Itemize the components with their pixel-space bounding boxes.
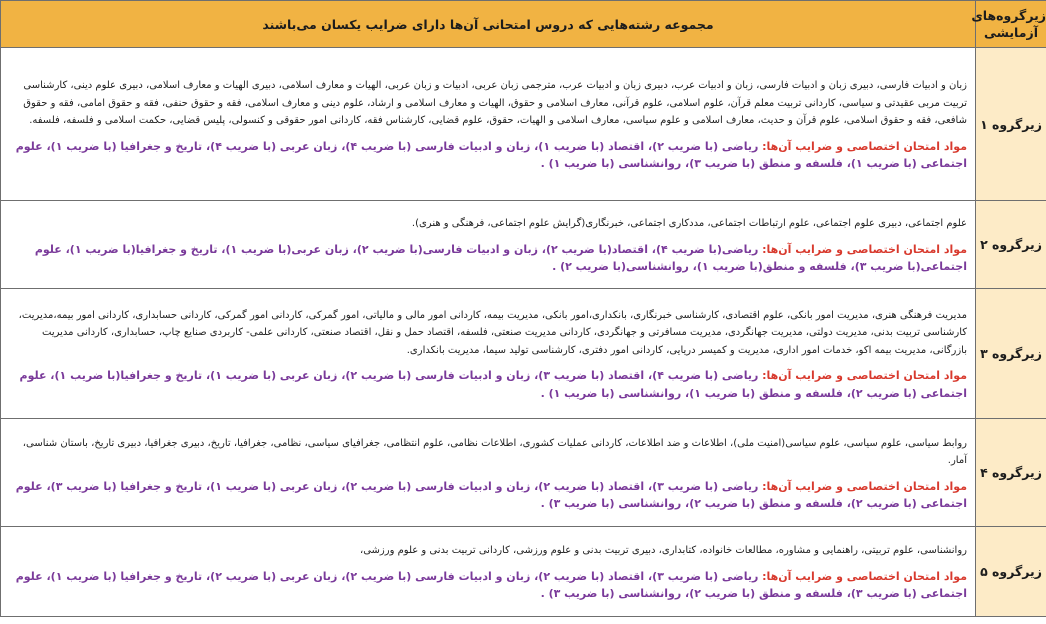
subgroup-label: زیرگروه ۱ bbox=[976, 48, 1046, 201]
exam-subjects bbox=[7, 367, 967, 402]
subgroup-label: زیرگروه ۲ bbox=[976, 201, 1046, 289]
header-subgroups: زیرگروه‌های آزمایشی bbox=[976, 1, 1046, 48]
table-row bbox=[1, 201, 1046, 289]
exam-subjects-text: ریاضی (با ضریب ۴)، اقتصاد (با ضریب ۳)، زبان و ادبیات فارسی (با ضریب ۲)، زبان عربی (با ضریب ۱)، تاریخ و جغرافیا(با ضریب ۱)، علوم اجتماعی (با ضریب ۲)، فلسفه و منطق (با ضریب ۱)، روانشناسی (با ضریب ۱) . bbox=[19, 369, 967, 400]
fields-list: روانشناسی، علوم تربیتی، راهنمایی و مشاوره، مطالعات خانواده، کتابداری، دبیری تربیت بدنی و علوم ورزشی، کاردانی تربیت بدنی و علوم ورزشی، bbox=[359, 545, 967, 557]
table-row bbox=[1, 419, 1046, 527]
fields-list: مدیریت فرهنگی هنری، مدیریت امور بانکی، علوم اقتصادی، کارشناسی خبرنگاری، بانکداری،امور بانکی، مدیریت بیمه، کاردانی امور مالی و مالیاتی، امور گمرکی، کاردانی امور گمرکی، کاردانی حسابداری، کاردانی امور بیمه،مدیریت، کارشناسی تربیت بدنی، مدیریت دولتی، مدیریت جهانگردی، مدیریت مسافرتی و جهانگردی، کاردانی مدیریت صنعتی، فلسفه، اقتصاد حمل و نقل، اقتصاد صنعتی، کاردانی علمی- کاربردی صنایع چاپ، حسابداری، کاردانی مدیریت بازرگانی، مدیریت بیمه اکو، خدمات امور اداری، مدیریت و کمیسر دریایی، کاردانی امور دفتری، کارشناسی تولید سیما، مدیریت بانکداری. bbox=[18, 309, 967, 356]
table-row bbox=[1, 289, 1046, 419]
exam-subjects-lead: مواد امتحان اختصاصی و ضرایب آن‌ها: bbox=[762, 242, 967, 256]
fields-list: علوم اجتماعی، دبیری علوم اجتماعی، علوم ارتباطات اجتماعی، مددکاری اجتماعی، خبرنگاری(گرایش علوم اجتماعی، فرهنگی و هنری). bbox=[411, 218, 967, 230]
subgroup-label: زیرگروه ۴ bbox=[976, 419, 1046, 527]
exam-subjects-text: ریاضی(با ضریب ۴)، اقتصاد(با ضریب ۲)، زبان و ادبیات فارسی(با ضریب ۲)، زبان عربی(با ضریب ۱)، تاریخ و جغرافیا(با ضریب ۱)، علوم اجتماعی(با ضریب ۳)، فلسفه و منطق(با ضریب ۱)، روانشناسی(با ضریب ۲) . bbox=[34, 242, 967, 274]
subgroup-content bbox=[1, 527, 976, 617]
exam-subjects-lead: مواد امتحان اختصاصی و ضرایب آن‌ها: bbox=[762, 569, 967, 583]
fields-list: زبان و ادبیات فارسی، دبیری زبان و ادبیات فارسی، زبان و ادبیات عرب، دبیری زبان و ادبیات عرب، مترجمی زبان عربی، ادبیات و زبان عربی، الهیات و معارف اسلامی، دبیری الهیات و معارف اسلامی، دبیری علوم دینی، کارشناسی تربیت مربی عقیدتی و سیاسی، کاردانی تربیت معلم قرآن، علوم اسلامی، علوم قرآنی، معارف اسلامی و حقوق، الهیات و معارف اسلامی و ارشاد، علوم دینی و معارف اسلامی، فقه و حقوق حنفی، فقه و حقوق امامی، فقه و حقوق شافعی، فقه و حقوق اسلامی، علوم قرآن و حدیث، معارف اسلامی و علوم سیاسی، معارف اسلامی و الهیات، حقوق، علوم قضایی، کارشناس فقه، کاردانی امور حقوقی و کنسولی، پلیس قضایی، حکمت اسلامی و فلسفه، فلسفه. bbox=[23, 80, 967, 127]
subgroup-content bbox=[1, 419, 976, 527]
exam-subjects bbox=[7, 138, 967, 173]
subgroup-content bbox=[1, 289, 976, 419]
header-fields-description: مجموعه رشته‌هایی که دروس امتحانی آن‌ها دارای ضرایب یکسان می‌باشند bbox=[1, 1, 976, 48]
subgroup-label: زیرگروه ۵ bbox=[976, 527, 1046, 617]
exam-subjects-lead: مواد امتحان اختصاصی و ضرایب آن‌ها: bbox=[762, 369, 967, 383]
subgroup-content bbox=[1, 48, 976, 201]
exam-subjects bbox=[7, 241, 967, 276]
table-row bbox=[1, 48, 1046, 201]
exam-subjects bbox=[7, 478, 967, 513]
exam-subjects-lead: مواد امتحان اختصاصی و ضرایب آن‌ها: bbox=[762, 479, 967, 493]
subgroup-label: زیرگروه ۳ bbox=[976, 289, 1046, 419]
exam-subjects-lead: مواد امتحان اختصاصی و ضرایب آن‌ها: bbox=[762, 139, 967, 153]
exam-subjects-text: ریاضی (با ضریب ۲)، اقتصاد (با ضریب ۱)، زبان و ادبیات فارسی (با ضریب ۴)، زبان عربی (با ضریب ۴)، تاریخ و جغرافیا (با ضریب ۱)، علوم اجتماعی (با ضریب ۱)، فلسفه و منطق (با ضریب ۳)، روانشناسی (با ضریب ۱) . bbox=[15, 139, 967, 171]
exam-subjects-text: ریاضی (با ضریب ۳)، اقتصاد (با ضریب ۲)، زبان و ادبیات فارسی (با ضریب ۲)، زبان عربی (با ضریب ۲)، تاریخ و جغرافیا (با ضریب ۱)، علوم اجتماعی (با ضریب ۳)، فلسفه و منطق (با ضریب ۲)، روانشناسی (با ضریب ۳) . bbox=[15, 569, 967, 601]
subgroup-content bbox=[1, 201, 976, 289]
table-header-row bbox=[1, 1, 1046, 48]
fields-list: روابط سیاسی، علوم سیاسی، علوم سیاسی(امنیت ملی)، اطلاعات و ضد اطلاعات، کاردانی عملیات کشوری، اطلاعات نظامی، علوم انتظامی، جغرافیای سیاسی، نظامی، جغرافیا، تاریخ، دبیری جغرافیا، دبیری تاریخ، باستان شناسی، آمار. bbox=[22, 437, 967, 467]
table-row bbox=[1, 527, 1046, 617]
exam-subjects bbox=[7, 568, 967, 603]
exam-subjects-text: ریاضی (با ضریب ۳)، اقتصاد (با ضریب ۲)، زبان و ادبیات فارسی (با ضریب ۲)، زبان عربی (با ضریب ۱)، تاریخ و جغرافیا (با ضریب ۳)، علوم اجتماعی (با ضریب ۲)، فلسفه و منطق (با ضریب ۲)، روانشناسی (با ضریب ۳) . bbox=[15, 479, 967, 510]
